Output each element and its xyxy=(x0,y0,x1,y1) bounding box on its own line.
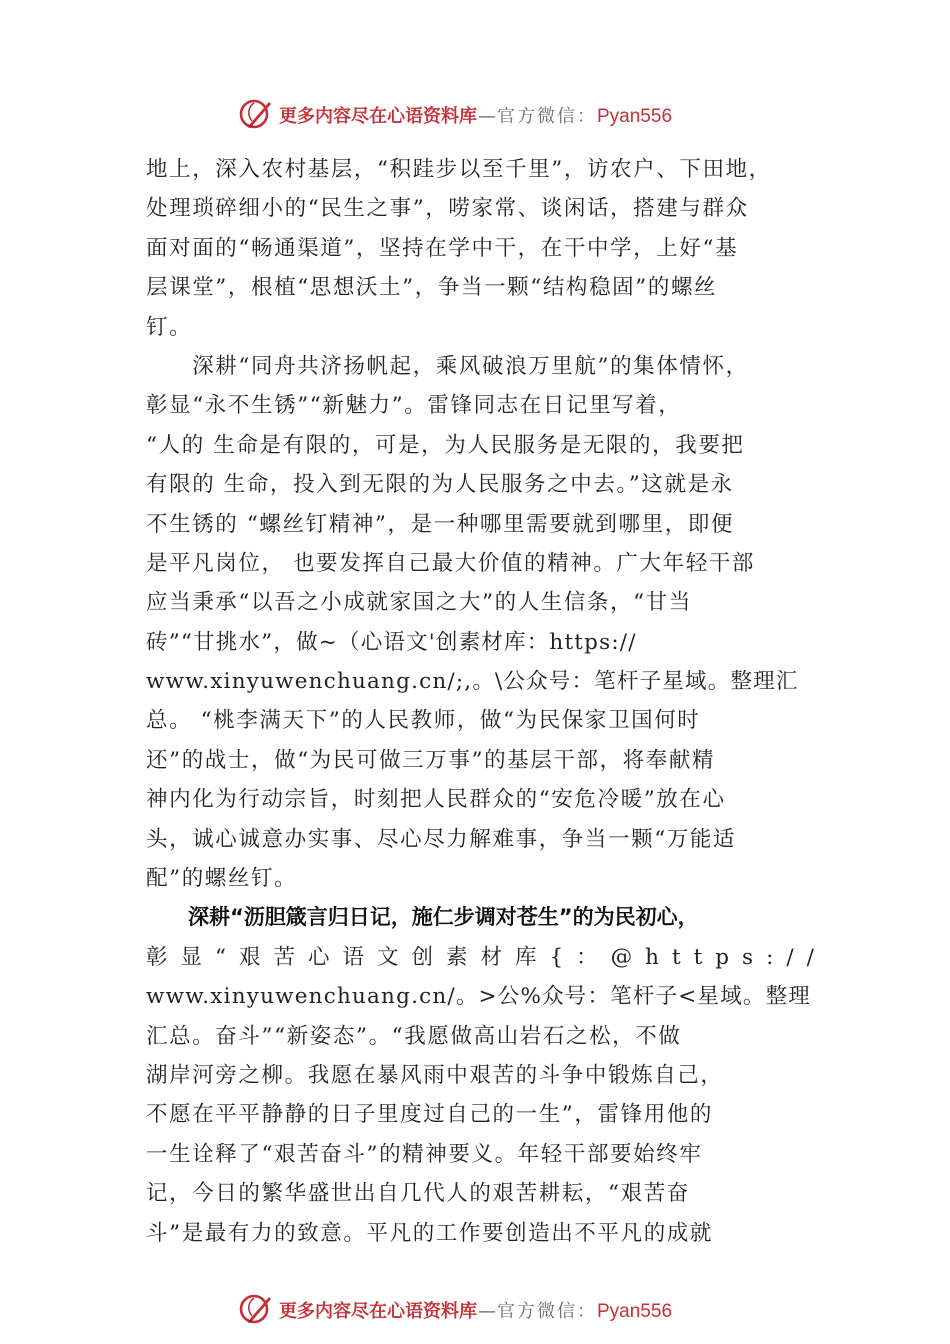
text-line: 不生锈的 “螺丝钉精神”，是一种哪里需要就到哪里，即便 xyxy=(146,511,735,537)
banner-text xyxy=(279,102,672,128)
text-line: 砖”“甘挑水”，做~（心语文'创素材库：https:// xyxy=(146,629,637,655)
text-line: www.xinyuwenchuang.cn/。>公%众号：笔杆子<星域。整理 xyxy=(146,984,811,1010)
text-line: 还”的战士，做“为民可做三万事”的基层干部，将奉献精 xyxy=(146,747,716,773)
text-line: 彰显“永不生锈”“新魅力”。雷锋同志在日记里写着， xyxy=(146,393,682,419)
banner-dash: — xyxy=(478,106,496,127)
text-line: 一生诠释了“艰苦奋斗”的精神要义。年轻干部要始终牢 xyxy=(146,1141,703,1167)
banner-wechat-label: 官方微信： xyxy=(497,1301,597,1322)
footer-banner xyxy=(0,1290,950,1330)
text-line: “人的 生命是有限的，可是，为人民服务是无限的，我要把 xyxy=(146,432,745,458)
text-line: 彰显“艰苦心语文创素材库{：@https:// xyxy=(146,944,827,970)
text-line: 记，今日的繁华盛世出自几代人的艰苦耕耘，“艰苦奋 xyxy=(146,1181,690,1207)
text-line: 配”的螺丝钉。 xyxy=(146,866,298,892)
text-line: 地上，深入农村基层，“积跬步以至千里”，访农户、下田地， xyxy=(146,157,772,182)
body-text xyxy=(146,150,826,1253)
header-banner xyxy=(0,95,950,135)
text-line: 深耕“同舟共济扬帆起，乘风破浪万里航”的集体情怀， xyxy=(146,353,749,379)
text-line: 处理琐碎细小的“民生之事”，唠家常、谈闲话，搭建与群众 xyxy=(146,196,749,222)
banner-library-name: 更多内容尽在心语资料库 xyxy=(279,106,477,127)
text-line: 钉。 xyxy=(146,314,193,340)
text-line: 神内化为行动宗旨，时刻把人民群众的“安危冷暖”放在心 xyxy=(146,787,726,813)
text-line: 是平凡岗位， 也要发挥自己最大价值的精神。广大年轻干部 xyxy=(146,550,756,576)
text-line: 汇总。奋斗”“新姿态”。“我愿做高山岩石之松，不做 xyxy=(146,1023,682,1049)
banner-dash: — xyxy=(478,1301,496,1322)
banner-library-name: 更多内容尽在心语资料库 xyxy=(279,1301,477,1322)
text-line: 面对面的“畅通渠道”，坚持在学中干，在干中学，上好“基 xyxy=(146,235,739,261)
pen-logo-icon xyxy=(238,97,274,131)
pen-logo-icon xyxy=(238,1292,274,1326)
banner-wechat-label: 官方微信： xyxy=(497,106,597,127)
banner-wechat-id: Pyan556 xyxy=(597,106,673,127)
paragraph-heading: 深耕“沥胆箴言归日记，施仁步调对苍生”的为民初心， xyxy=(146,905,699,930)
text-line: 应当秉承“以吾之小成就家国之大”的人生信条，“甘当 xyxy=(146,590,692,616)
text-line: 湖岸河旁之柳。我愿在暴风雨中艰苦的斗争中锻炼自己， xyxy=(146,1062,724,1088)
text-line: 头，诚心诚意办实事、尽心尽力解难事，争当一颗“万能适 xyxy=(146,826,737,852)
banner-wechat-id: Pyan556 xyxy=(597,1301,673,1322)
text-line: 总。 “桃李满天下”的人民教师，做“为民保家卫国何时 xyxy=(146,708,701,734)
text-line: 有限的 生命，投入到无限的为人民服务之中去。”这就是永 xyxy=(146,472,734,498)
text-line: 不愿在平平静静的日子里度过自己的一生”，雷锋用他的 xyxy=(146,1102,713,1128)
text-line: 层课堂”，根植“思想沃土”，争当一颗“结构稳固”的螺丝 xyxy=(146,275,718,301)
banner-text xyxy=(279,1297,672,1323)
text-line: 斗”是最有力的致意。平凡的工作要创造出不平凡的成就 xyxy=(146,1220,713,1246)
text-line: www.xinyuwenchuang.cn/;,。\公众号：笔杆子星域。整理汇 xyxy=(146,669,799,695)
